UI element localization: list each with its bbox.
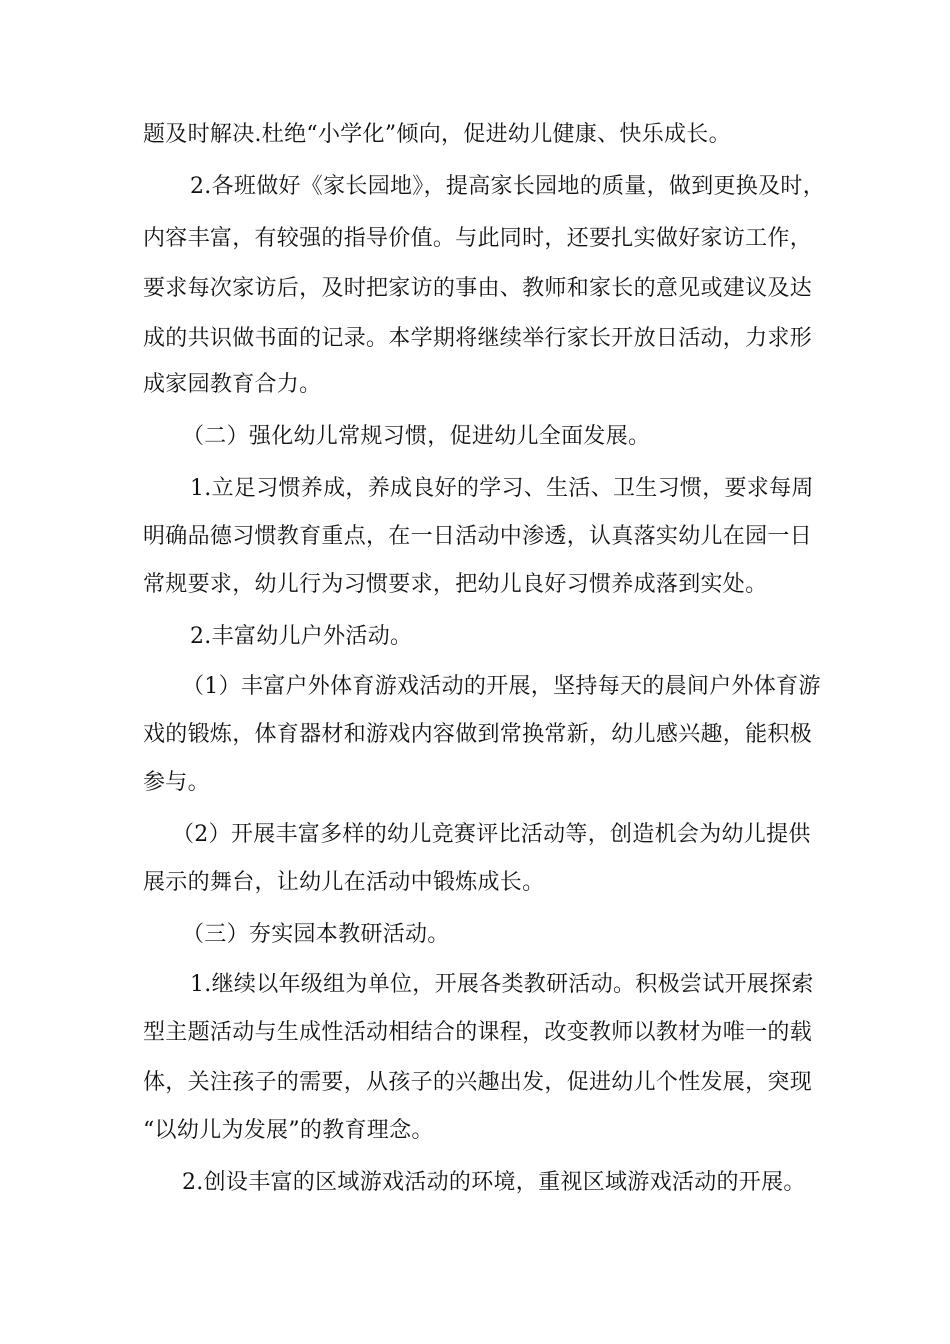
text-line: 明确品德习惯教育重点，在一日活动中渗透，认真落实幼儿在园一日 <box>143 524 813 549</box>
text-line: 体，关注孩子的需要，从孩子的兴趣出发，促进幼儿个性发展，突现 <box>143 1070 813 1095</box>
text-line: 成家园教育合力。 <box>143 372 322 397</box>
text-line: （1）丰富户外体育游戏活动的开展，坚持每天的晨间户外体育游 <box>182 674 821 699</box>
text-line: 展示的舞台，让幼儿在活动中锻炼成长。 <box>143 870 545 895</box>
text-line: 1.立足习惯养成，养成良好的学习、生活、卫生习惯，要求每周 <box>190 476 814 501</box>
text-line: 2.各班做好《家长园地》，提高家长园地的质量，做到更换及时， <box>190 174 825 199</box>
text-line: 1.继续以年级组为单位，开展各类教研活动。积极尝试开展探索 <box>190 972 814 997</box>
section-heading: （三）夯实园本教研活动。 <box>182 922 450 947</box>
text-line: 2.创设丰富的区域游戏活动的环境，重视区域游戏活动的开展。 <box>182 1170 806 1195</box>
text-line: 型主题活动与生成性活动相结合的课程，改变教师以教材为唯一的载 <box>143 1020 813 1045</box>
text-line: 常规要求，幼儿行为习惯要求，把幼儿良好习惯养成落到实处。 <box>143 572 768 597</box>
text-line: 内容丰富，有较强的指导价值。与此同时，还要扎实做好家访工作， <box>143 226 813 251</box>
text-line: 戏的锻炼，体育器材和游戏内容做到常换常新，幼儿感兴趣，能积极 <box>143 722 813 747</box>
text-line: （2）开展丰富多样的幼儿竞赛评比活动等，创造机会为幼儿提供 <box>172 822 811 847</box>
text-line: 2.丰富幼儿户外活动。 <box>190 624 413 649</box>
text-line: 题及时解决.杜绝“小学化”倾向，促进幼儿健康、快乐成长。 <box>143 122 731 147</box>
section-heading: （二）强化幼儿常规习惯，促进幼儿全面发展。 <box>182 424 651 449</box>
text-line: 参与。 <box>143 770 210 795</box>
text-line: 要求每次家访后，及时把家访的事由、教师和家长的意见或建议及达 <box>143 276 813 301</box>
text-line: “以幼儿为发展”的教育理念。 <box>143 1118 434 1143</box>
text-line: 成的共识做书面的记录。本学期将继续举行家长开放日活动，力求形 <box>143 326 813 351</box>
